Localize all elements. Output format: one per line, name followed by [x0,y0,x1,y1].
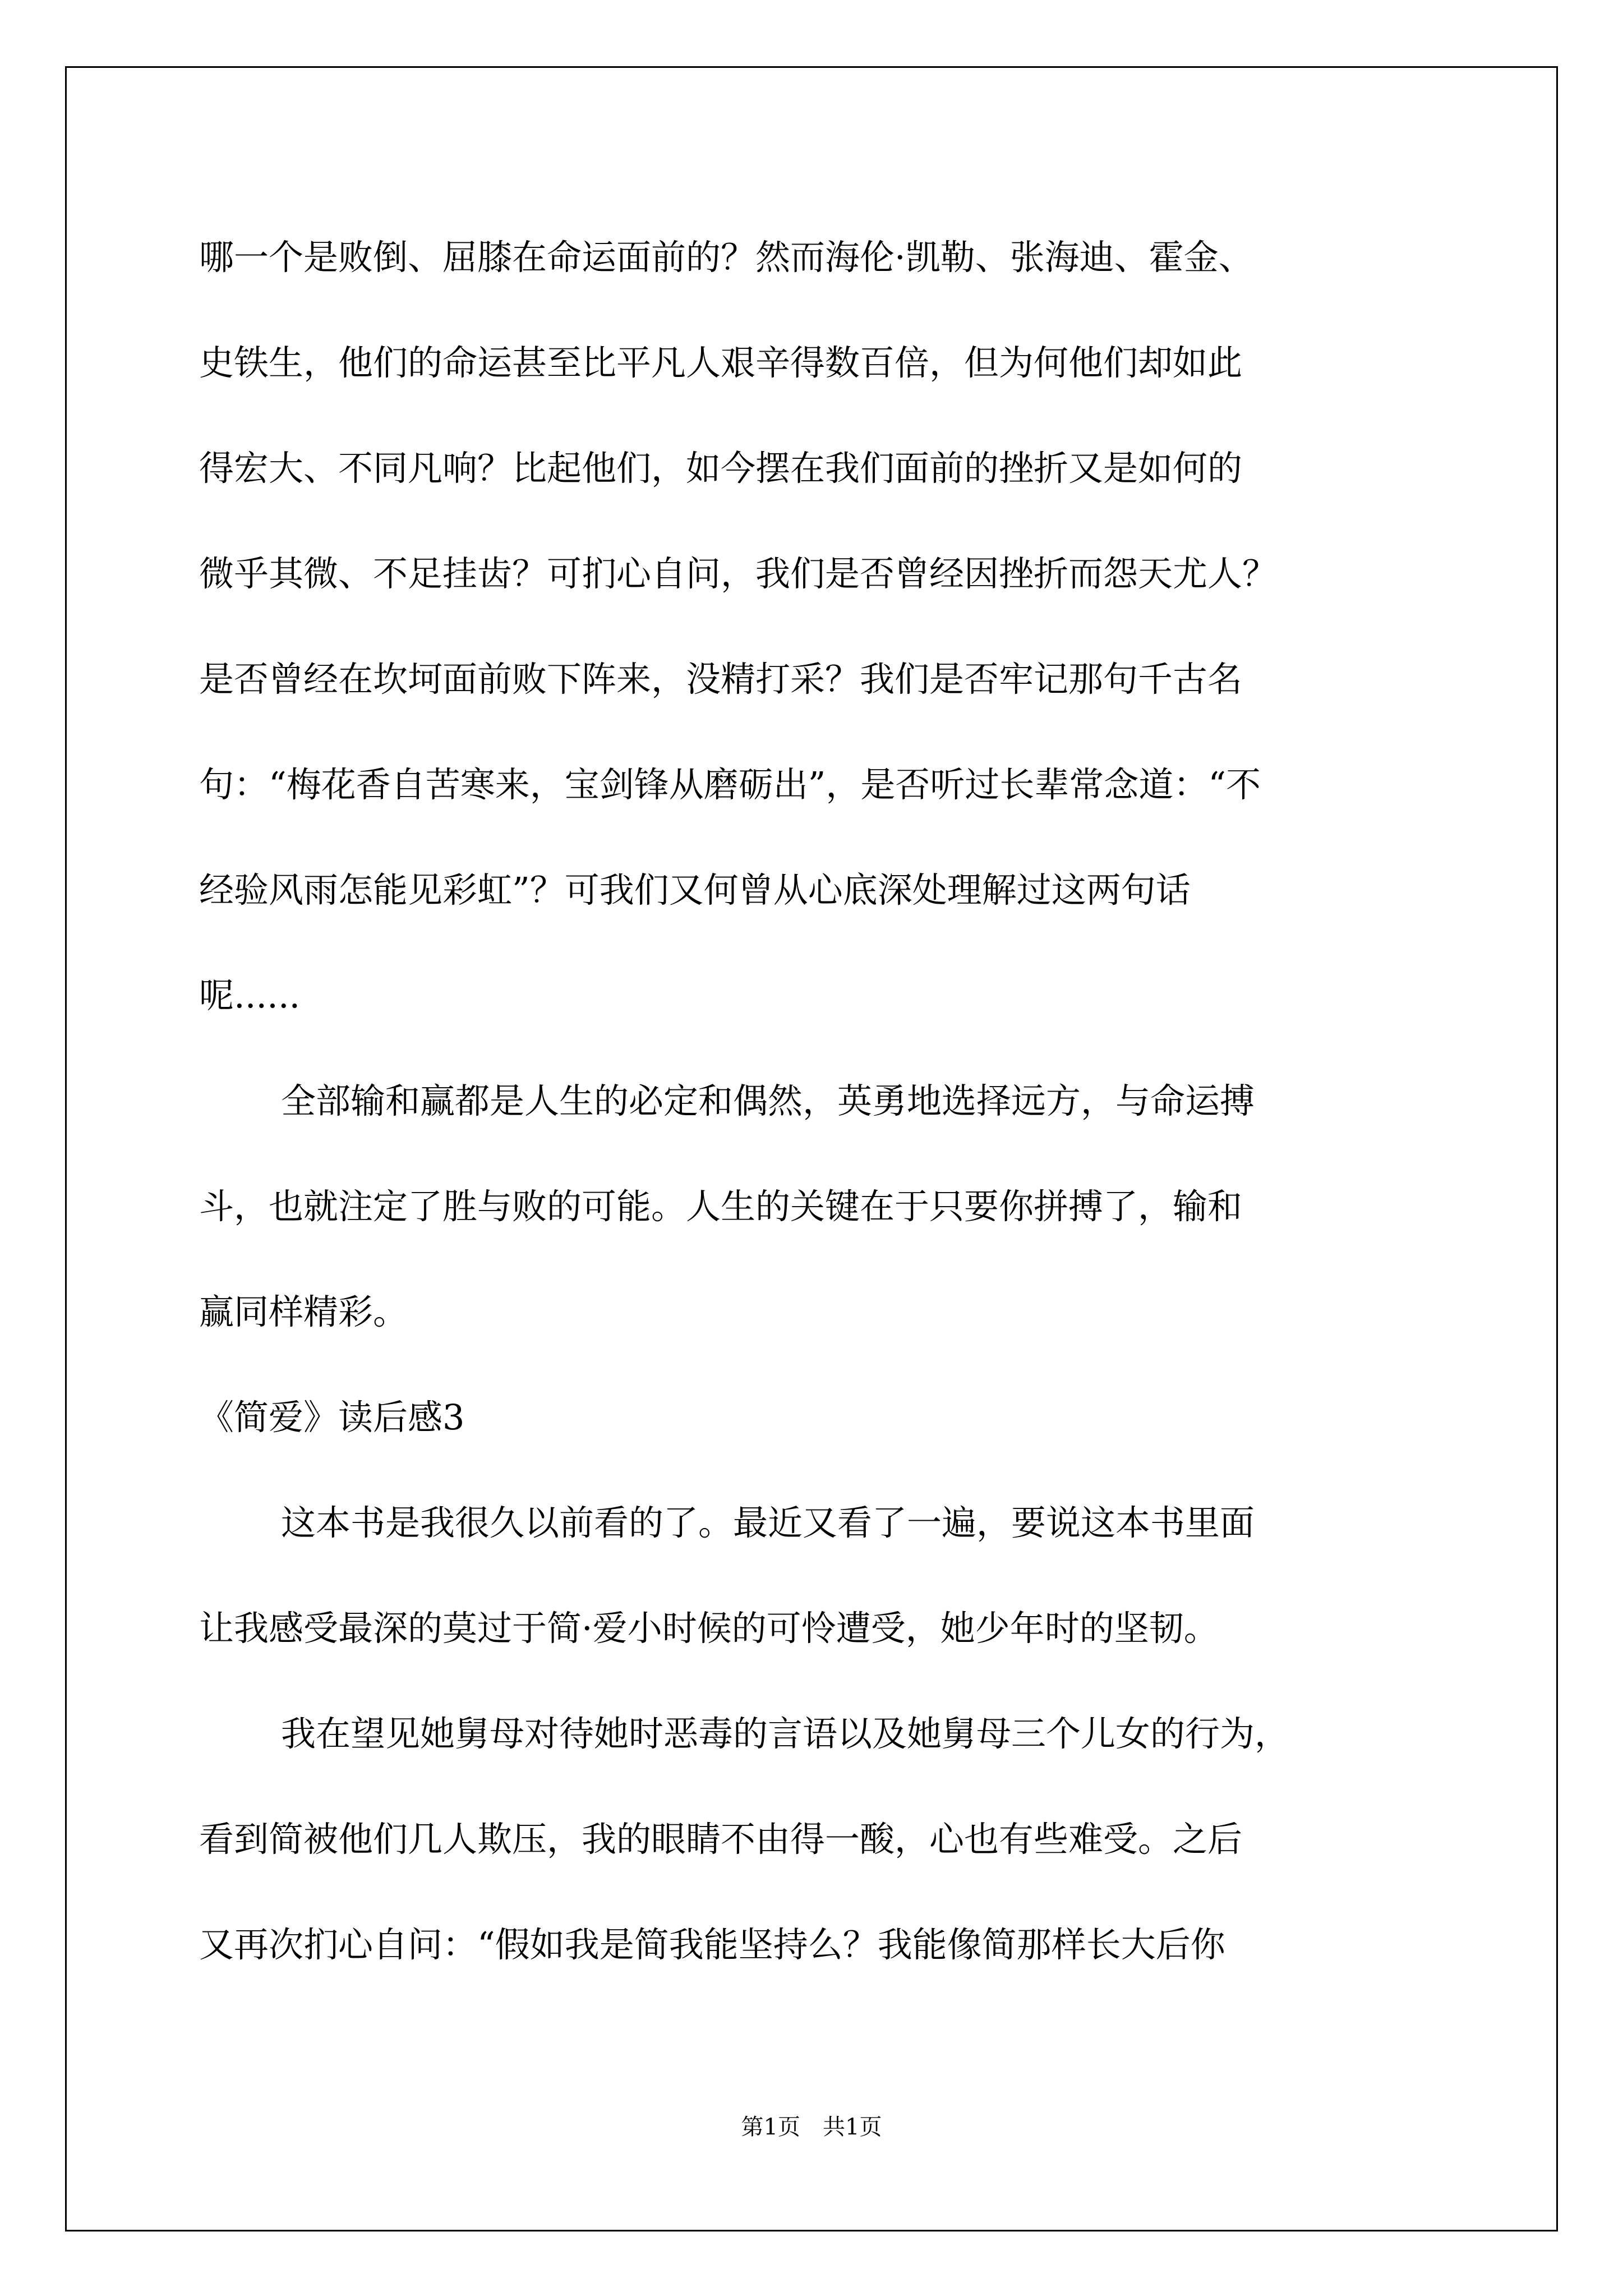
paragraph-line: 经验风雨怎能见彩虹”？可我们又何曾从心底深处理解过这两句话 [199,869,1191,910]
page-footer [0,2109,1623,2141]
paragraph-line: 哪一个是败倒、屈膝在命运面前的？然而海伦·凯勒、张海迪、霍金、 [199,237,1253,278]
paragraph-line: 全部输和赢都是人生的必定和偶然，英勇地选择远方，与命运搏 [281,1080,1255,1121]
paragraph-line: 这本书是我很久以前看的了。最近又看了一遍，要说这本书里面 [281,1502,1255,1543]
paragraph-line: 微乎其微、不足挂齿？可扪心自问，我们是否曾经因挫折而怨天尤人？ [199,553,1278,594]
paragraph-line: 让我感受最深的莫过于简·爱小时候的可怜遭受，她少年时的坚韧。 [199,1608,1219,1649]
section-heading: 《简爱》读后感3 [199,1397,465,1438]
paragraph-line: 又再次扪心自问：“假如我是简我能坚持么？我能像简那样长大后你 [199,1924,1225,1965]
paragraph-line: 我在望见她舅母对待她时恶毒的言语以及她舅母三个儿女的行为， [281,1713,1290,1754]
paragraph-line: 赢同样精彩。 [199,1291,408,1332]
paragraph-line: 句：“梅花香自苦寒来，宝剑锋从磨砺出”，是否听过长辈常念道：“不 [199,764,1261,805]
paragraph-line: 得宏大、不同凡响？比起他们，如今摆在我们面前的挫折又是如何的 [199,448,1243,489]
paragraph-line: 斗，也就注定了胜与败的可能。人生的关键在于只要你拼搏了，输和 [199,1186,1243,1227]
paragraph-line: 是否曾经在坎坷面前败下阵来，没精打采？我们是否牢记那句千古名 [199,659,1243,700]
paragraph-line: 呢...... [199,975,301,1016]
paragraph-line: 看到简被他们几人欺压，我的眼睛不由得一酸，心也有些难受。之后 [199,1819,1243,1860]
document-body [199,205,1433,1998]
paragraph-line: 史铁生，他们的命运甚至比平凡人艰辛得数百倍，但为何他们却如此 [199,342,1243,383]
page-number-label: 第1页 共1页 [741,2114,882,2140]
